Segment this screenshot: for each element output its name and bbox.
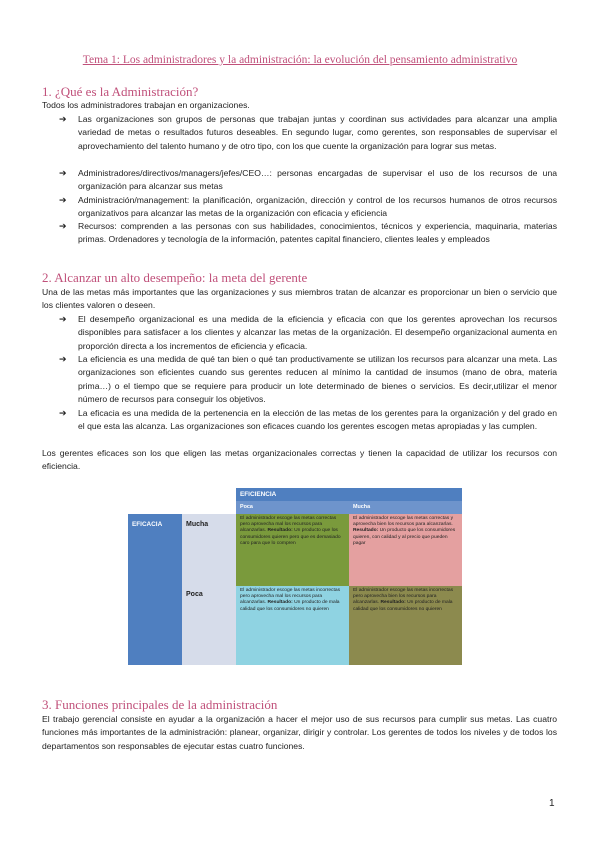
matrix-col-high: Mucha: [349, 501, 462, 514]
section-3-heading: 3. Funciones principales de la administración: [42, 697, 278, 712]
cell-text: El administrador escoge las metas correctas y aprovecha bien los recursos para alcanzarlas.: [353, 516, 454, 528]
cell-result: Un producto que los consumidores quieren pero que es demasiado caro para que lo compren: [240, 528, 341, 546]
matrix-row-header: EFICACIA: [128, 514, 182, 665]
arrow-icon: ➔: [59, 314, 67, 324]
cell-text: El administrador escoge las metas incorrectas pero aprovecha bien los recursos para alcanzarlas.: [353, 588, 454, 606]
section-1-bullet: Administradores/directivos/managers/jefes/CEO…: personas encargadas de supervisar el uso de los recursos de una organización para alcanzar sus metas: [78, 168, 557, 192]
matrix-row-low: Poca: [182, 586, 236, 665]
page-number: 1: [549, 798, 555, 809]
matrix-col-low: Poca: [236, 501, 349, 514]
result-label: Resultado:: [267, 528, 293, 534]
section-1-heading: 1. ¿Qué es la Administración?: [42, 84, 199, 99]
section-2-intro: Una de las metas más importantes que las organizaciones y sus miembros tratan de alcanzar es proporcionar un bien o servicio que los clientes valoren o deseen.: [42, 287, 557, 311]
section-1-bullet: Recursos: comprenden a las personas con sus habilidades, conocimientos, técnicos y experiencia, maquinaria, materias primas. Ordenadores y tecnología de la información, patentes capital financiero, clientes leales y empleados: [78, 221, 557, 245]
section-1-bullet: Administración/management: la planificación, organización, dirección y control de los recursos humanos de otros recursos organizativos para alcanzar las metas de la organización con eficacia y eficiencia: [78, 195, 557, 219]
matrix-row-high: Mucha: [182, 514, 236, 586]
section-3-body: El trabajo gerencial consiste en ayudar a la organización a hacer el mejor uso de sus recursos para cumplir sus metas. Las cuatro funciones más importantes de la administración: planear, organizar, dirigir y controlar. Los gerentes de todos los niveles y de todos los departamentos son responsables de ejecutar estas cuatro funciones.: [42, 714, 557, 751]
section-2-bullet: El desempeño organizacional es una medida de la eficiencia y eficacia con que los gerentes aprovechan los recursos disponibles para satisfacer a los clientes y alcanzar las metas de la organización. El desempeño organizacional aumenta en proporción directa a los incrementos de eficiencia y eficacia.: [78, 314, 557, 351]
section-1-intro: Todos los administradores trabajan en organizaciones.: [42, 100, 250, 110]
section-2-bullet: La eficacia es una medida de la pertenencia en la elección de las metas de los gerentes para la organización y del grado en el que esta las alcanza. Las organizaciones son eficaces cuando los gerentes escogen metas apropiadas y las cumplen.: [78, 408, 557, 432]
result-label: Resultado:: [380, 600, 406, 606]
matrix-cell-high-efficacy-high-efficiency: [349, 514, 462, 586]
result-label: Resultado:: [267, 600, 293, 606]
matrix-cell-low-efficacy-high-efficiency: [349, 586, 462, 665]
section-2-heading: 2. Alcanzar un alto desempeño: la meta del gerente: [42, 270, 308, 285]
page-title: Tema 1: Los administradores y la administración: la evolución del pensamiento administrativo: [82, 54, 518, 66]
arrow-icon: ➔: [59, 354, 67, 364]
arrow-icon: ➔: [59, 221, 67, 231]
arrow-icon: ➔: [59, 408, 67, 418]
cell-result: Un producto que los consumidores quieren, con calidad y al precio que pueden pagar: [353, 528, 456, 546]
cell-text: El administrador escoge las metas incorrectas pero aprovecha mal los recursos para alcanzarlas.: [240, 588, 341, 606]
matrix-cell-low-efficacy-low-efficiency: [236, 586, 349, 665]
section-2-outro: Los gerentes eficaces son los que eligen las metas organizacionales correctas y tienen la capacidad de utilizar los recursos con eficiencia.: [42, 448, 557, 472]
cell-text: El administrador escoge las metas correctas pero aprovecha mal los recursos para alcanzarlas.: [240, 516, 337, 534]
arrow-icon: ➔: [59, 114, 67, 124]
section-1-bullet: Las organizaciones son grupos de personas que trabajan juntas y coordinan sus actividades para alcanzar una amplia variedad de metas o resultados futuros deseables. En segundo lugar, como gerentes, son responsables de supervisar el aprovechamiento del talento humano y de otro tipo, con los que cuente la organización para lograr sus metas.: [78, 114, 557, 151]
matrix-corner: [128, 488, 236, 514]
efficiency-efficacy-matrix: [128, 488, 462, 665]
cell-result: Un producto de mala calidad que los consumidores no quieren: [240, 600, 340, 612]
cell-result: Un producto de mala calidad que los consumidores no quieren: [353, 600, 453, 612]
arrow-icon: ➔: [59, 195, 67, 205]
result-label: Resultado:: [353, 528, 379, 534]
matrix-cell-high-efficacy-low-efficiency: [236, 514, 349, 586]
arrow-icon: ➔: [59, 168, 67, 178]
matrix-col-header: EFICIENCIA: [236, 488, 462, 501]
section-2-bullet: La eficiencia es una medida de qué tan bien o qué tan productivamente se utilizan los recursos para alcanzar una meta. Las organizaciones son eficientes cuando sus gerentes reducen al mínimo la cantidad de insumos (mano de obra, materia prima…) o el tiempo que se requiere para producir un lote determinado de bienes o servicios. Es decir,utilizar el menor número de recursos para conseguir los objetivos.: [78, 354, 557, 405]
